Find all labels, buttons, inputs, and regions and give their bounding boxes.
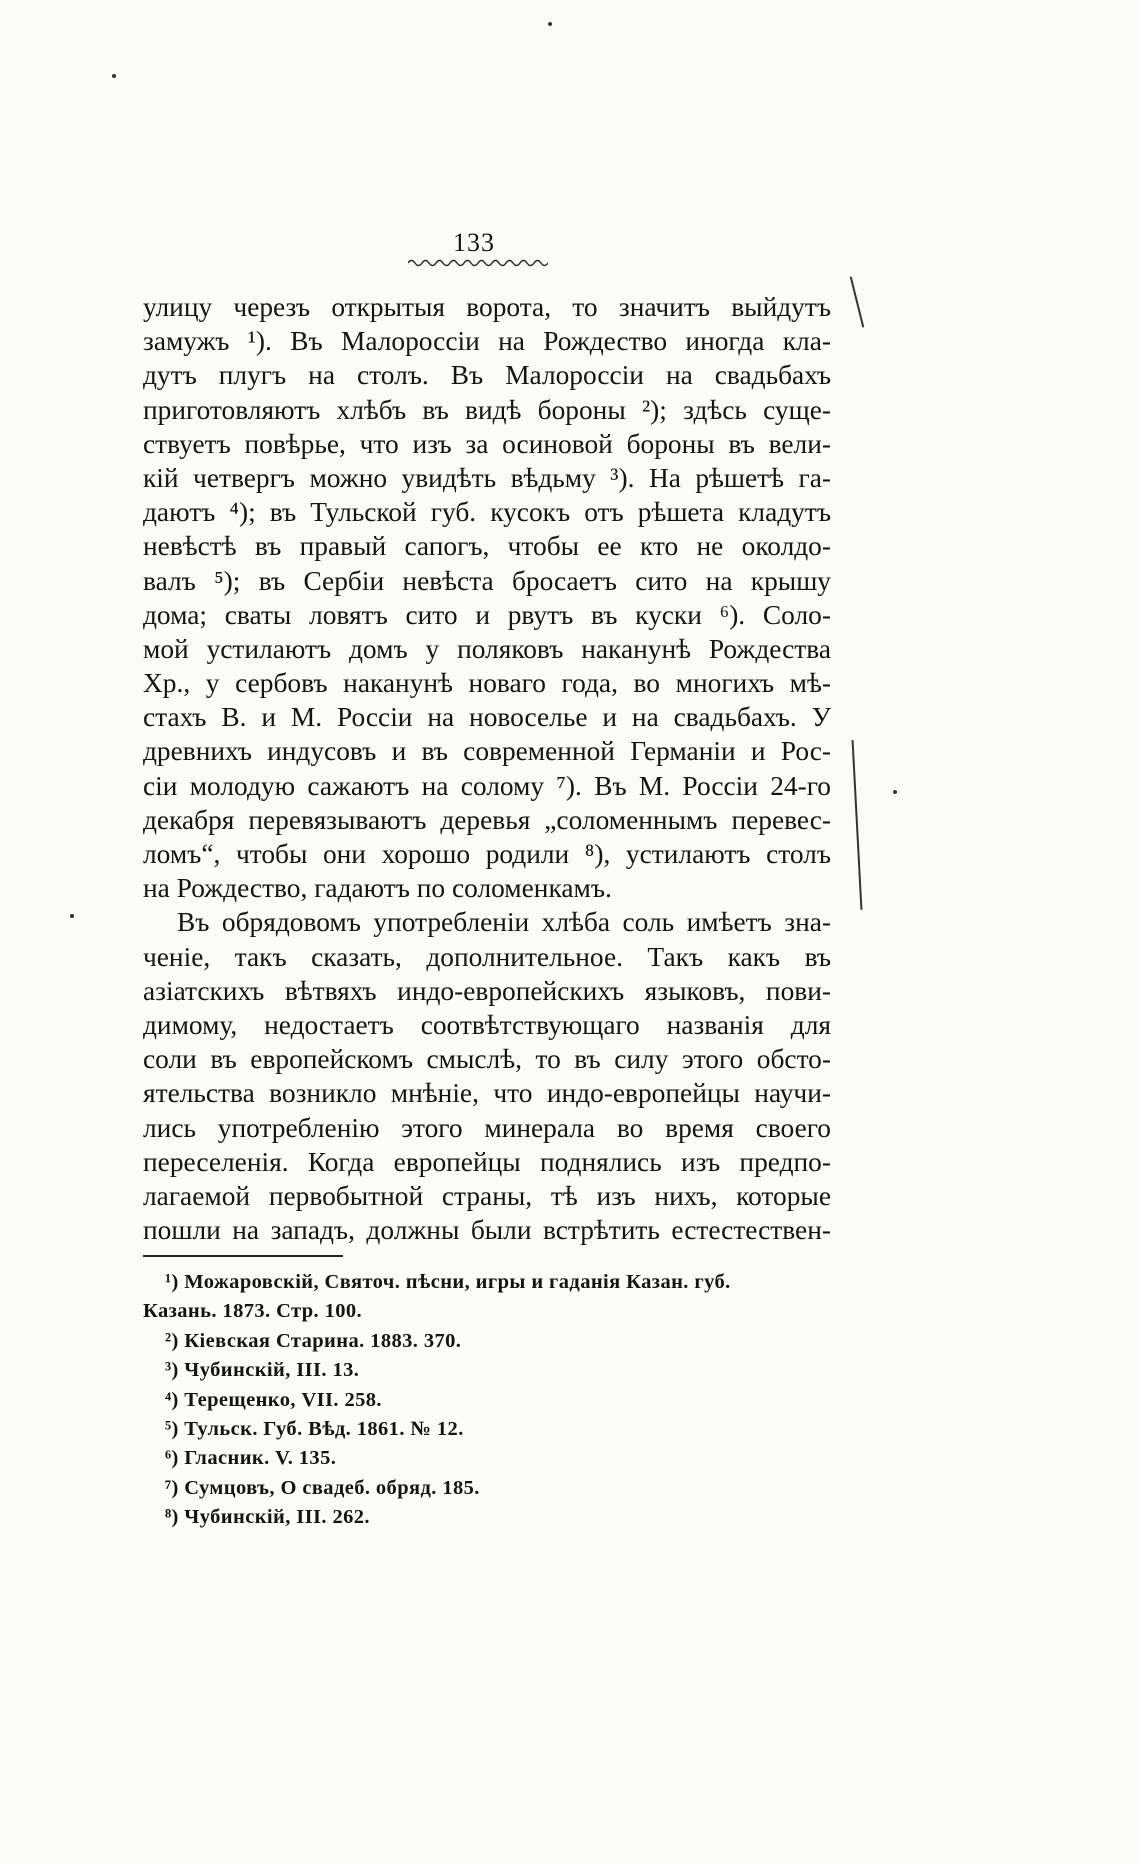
- footnote: ¹) Можаровскій, Святоч. пѣсни, игры и гаданія Казан. губ.: [165, 1271, 731, 1293]
- body-text: [143, 290, 831, 1247]
- body-line: замужъ ¹). Въ Малороссіи на Рождество иногда кла-: [143, 326, 831, 357]
- footnote: ³) Чубинскій, III. 13.: [165, 1359, 360, 1382]
- body-line: приготовляютъ хлѣбъ въ видѣ бороны ²); здѣсь суще-: [143, 394, 831, 425]
- body-line: лагаемой первобытной страны, тѣ изъ нихъ, которые: [143, 1180, 831, 1211]
- body-line: стахъ В. и М. Россіи на новоселье и на свадьбахъ. У: [143, 702, 831, 733]
- body-line: на Рождество, гадаютъ по соломенкамъ.: [143, 873, 612, 904]
- body-line: ятельства возникло мнѣніе, что индо-европейцы научи-: [143, 1078, 831, 1109]
- body-line: мой устилаютъ домъ у поляковъ наканунѣ Рождества: [143, 633, 831, 664]
- footnote: ⁵) Тульск. Губ. Вѣд. 1861. № 12.: [165, 1417, 464, 1440]
- speck: [893, 790, 897, 794]
- body-line: дома; сваты ловятъ сито и рвутъ въ куски ⁶). Соло-: [143, 599, 831, 630]
- speck: [548, 22, 552, 26]
- body-line: пошли на западъ, должны были встрѣтить естестествен-: [143, 1215, 831, 1246]
- body-line: лись употребленію этого минерала во время своего: [143, 1112, 831, 1143]
- body-line: ломъ“, чтобы они хорошо родили ⁸), устилаютъ столъ: [143, 839, 831, 869]
- body-line: древнихъ индусовъ и въ современной Германіи и Рос-: [143, 736, 831, 767]
- page-number: 133: [453, 228, 495, 257]
- body-line: димому, недостаетъ соотвѣтствующаго названія для: [143, 1009, 831, 1040]
- footnote: ⁶) Гласник. V. 135.: [165, 1447, 337, 1470]
- body-line: соли въ европейскомъ смыслѣ, то въ силу этого обсто-: [143, 1044, 831, 1075]
- footnote: ⁴) Терещенко, VII. 258.: [165, 1388, 382, 1411]
- margin-pencil-mark: [850, 277, 865, 328]
- body-line: переселенія. Когда европейцы поднялись изъ предпо-: [143, 1146, 831, 1177]
- footnote: ⁷) Сумцовъ, О свадеб. обряд. 185.: [165, 1476, 480, 1499]
- body-line: декабря перевязываютъ деревья „соломеннымъ перевес-: [143, 804, 831, 835]
- paragraph-first-line: Въ обрядовомъ употребленіи хлѣба соль имѣетъ зна-: [177, 907, 831, 938]
- body-line: невѣстѣ въ правый сапогъ, чтобы ее кто не околдо-: [143, 531, 831, 562]
- body-line: кій четвергъ можно увидѣть вѣдьму ³). На рѣшетѣ га-: [143, 462, 831, 493]
- body-line: ченіе, такъ сказать, дополнительное. Такъ какъ въ: [143, 941, 831, 972]
- body-line: улицу черезъ открытыя ворота, то значитъ выйдутъ: [143, 292, 831, 322]
- body-line: азіатскихъ вѣтвяхъ индо-европейскихъ языковъ, пови-: [143, 975, 831, 1006]
- footnote: ²) Кіевская Старина. 1883. 370.: [165, 1329, 462, 1352]
- body-line: ствуетъ повѣрье, что изъ за осиновой бороны въ вели-: [143, 428, 831, 459]
- body-line: Хр., у сербовъ наканунѣ новаго года, во многихъ мѣ-: [143, 668, 831, 699]
- body-line: валъ ⁵); въ Сербіи невѣста бросаетъ сито на крышу: [143, 565, 831, 596]
- body-line: даютъ ⁴); въ Тульской губ. кусокъ отъ рѣшета кладутъ: [143, 497, 831, 528]
- body-line: дутъ плугъ на столъ. Въ Малороссіи на свадьбахъ: [143, 360, 831, 391]
- page-number-wavy-rule: [408, 258, 548, 268]
- speck: [112, 74, 116, 78]
- footnotes: [143, 1268, 831, 1533]
- speck: [70, 914, 74, 918]
- footnote-separator: [143, 1255, 343, 1257]
- footnote: ⁸) Чубинскій, III. 262.: [165, 1506, 370, 1529]
- footnote-continuation: Казань. 1873. Стр. 100.: [143, 1300, 363, 1323]
- margin-pencil-mark: [852, 740, 863, 910]
- body-line: сіи молодую сажаютъ на солому ⁷). Въ М. Россіи 24-го: [143, 770, 831, 801]
